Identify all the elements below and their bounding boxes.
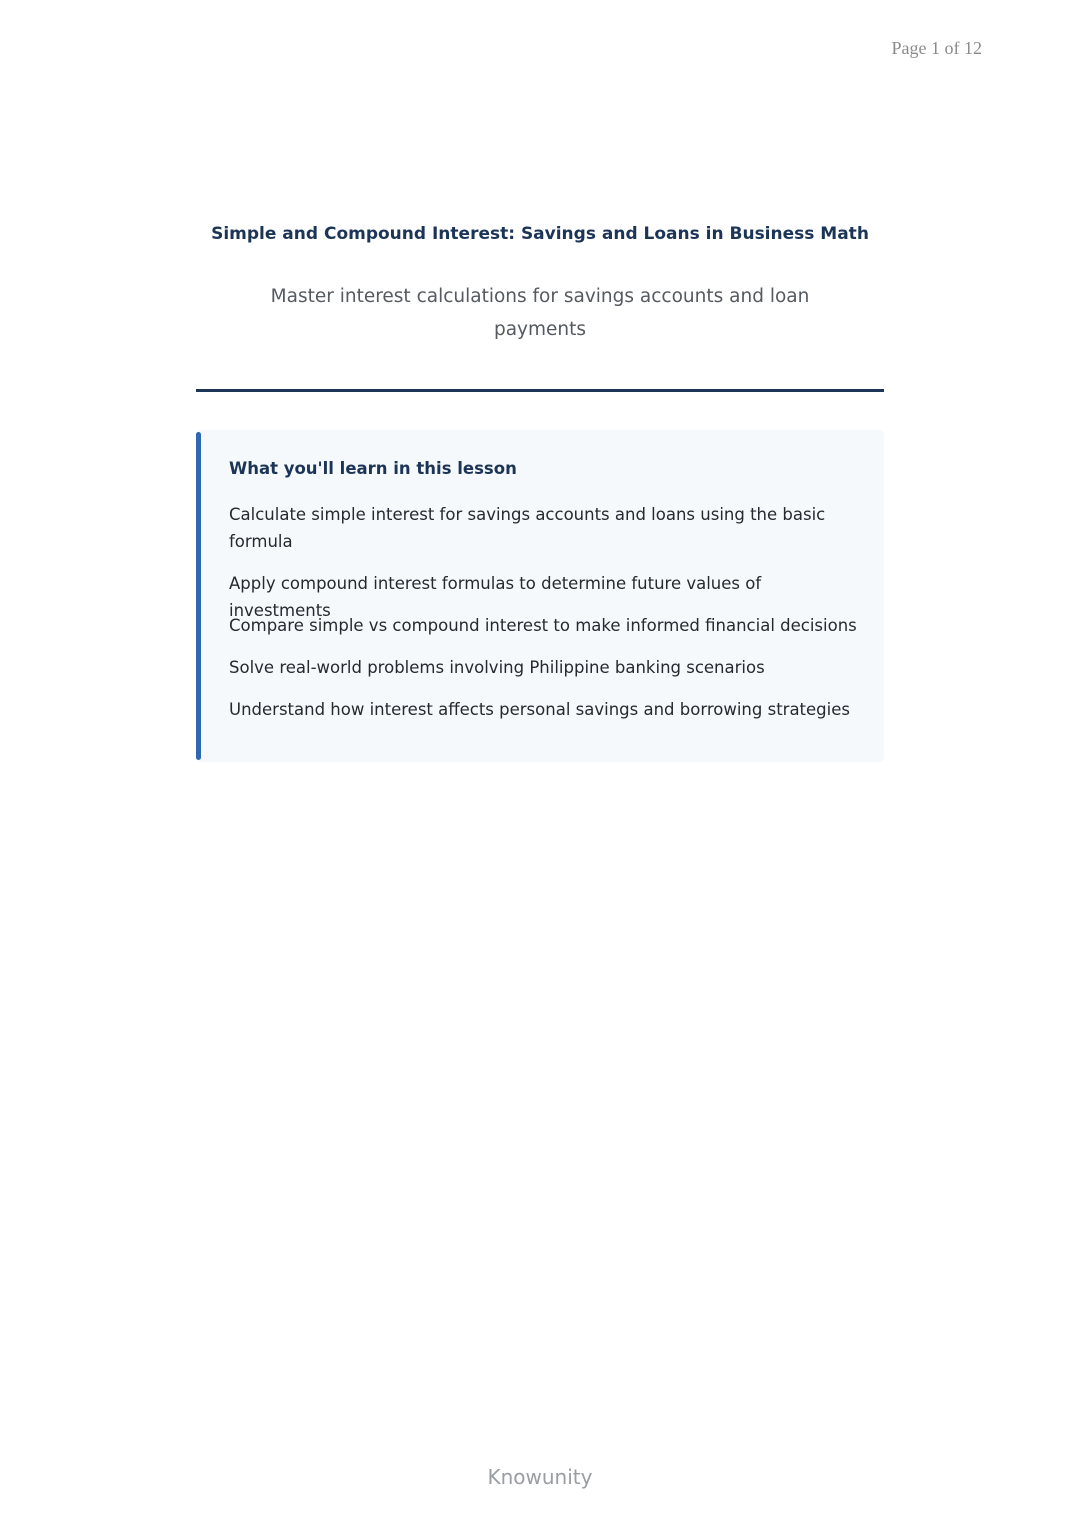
- footer-brand: Knowunity: [487, 1465, 593, 1489]
- objectives-heading: What you'll learn in this lesson: [229, 459, 517, 478]
- objective-item: Compare simple vs compound interest to make informed financial decisions: [229, 616, 857, 635]
- document-subtitle: Master interest calculations for savings accounts and loan payments: [270, 286, 810, 340]
- objective-item: Solve real-world problems involving Philippine banking scenarios: [229, 658, 765, 677]
- page-number: Page 1 of 12: [891, 38, 982, 58]
- document-title: Simple and Compound Interest: Savings and Loans in Business Math: [211, 224, 869, 244]
- objective-item: Understand how interest affects personal savings and borrowing strategies: [229, 700, 850, 719]
- title-divider: [196, 389, 884, 392]
- objectives-accent-bar: [196, 432, 201, 760]
- objective-item: Calculate simple interest for savings accounts and loans using the basic formula: [229, 505, 826, 551]
- objective-item: Apply compound interest formulas to determine future values of investments: [229, 574, 762, 620]
